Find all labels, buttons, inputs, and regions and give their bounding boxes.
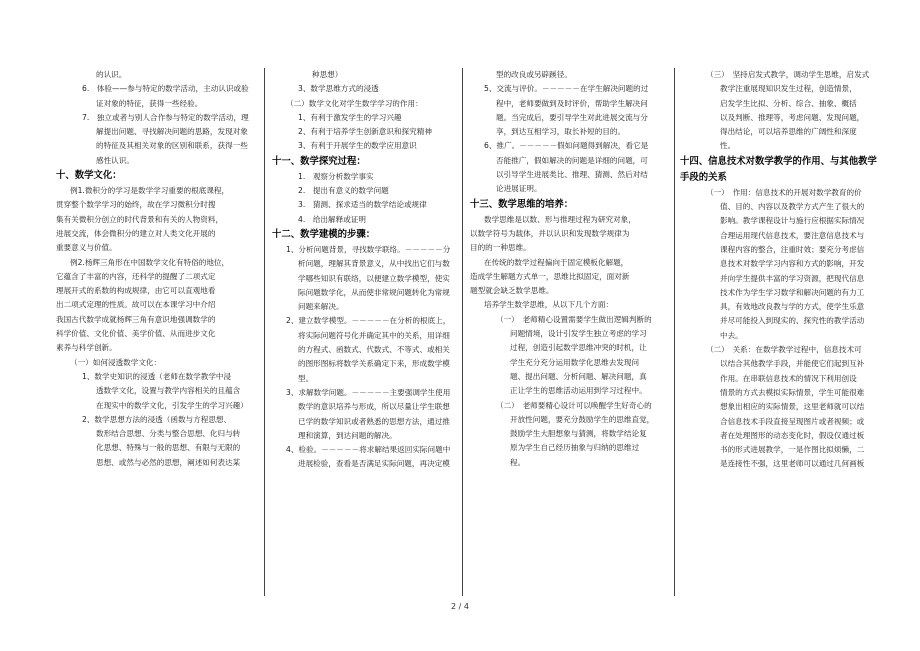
text-line: 4. 给出解释或证明	[298, 214, 366, 224]
text-line: 进展交流，体会微积分的建立对人类文化开展的	[56, 228, 216, 238]
text-line: 性。	[720, 141, 736, 151]
text-line: 在现实中的数学文化，引发学生的学习兴趣）	[96, 400, 248, 410]
text-line: 者在处理图形的动态变化时，假设仅通过板	[720, 430, 865, 440]
text-line: 的特征及其相关对象的区别和联系，获得一些	[96, 141, 248, 151]
text-line: 例1.微积分的学习是数学学习重要的根底课程，	[70, 186, 230, 196]
text-line: 析问题，理解其背景意义，从中找出它们与数	[298, 259, 450, 269]
text-line: 3、求解数学问题。－－－－－主要强调学生使用	[286, 387, 451, 397]
text-line: 证对象的特征，获得一些经验。	[96, 98, 203, 108]
text-line: 书的形式进展教学，一是作图比拟烦懒，二	[720, 445, 865, 455]
text-line: 的认识。	[96, 70, 127, 79]
text-line: 4、检验。－－－－－将求解结果返回实际问题中	[286, 445, 451, 455]
text-line: 集有关微积分创立的时代背景和有关的人物资料，	[56, 214, 224, 224]
text-line: 在传统的数学过程偏向于固定模板化解题，	[484, 257, 629, 267]
text-line: 2、数学思想方法的浸透（函数与方程思想、	[82, 414, 232, 424]
text-line: 7. 独立或者与别人合作参与特定的数学活动，理	[82, 112, 249, 122]
text-line: 型的改良或另辟蹊径。	[496, 70, 572, 79]
text-line: 化思想、特殊与一般的思想、有限与无限的	[96, 443, 241, 453]
column-divider-3	[674, 68, 675, 596]
section-heading: 十二、数学建模的步骤：	[272, 228, 376, 240]
text-line: 想象出相应的实际情景，这里老师就可以结	[720, 402, 865, 412]
text-line: （二）数学文化对学生数学学习的作用：	[286, 98, 423, 108]
text-line: 具，有效地改良教与学的方式，使学生乐意	[720, 302, 865, 312]
text-line: 是连接性不强，这里老师可以通过几何画板	[720, 459, 865, 469]
text-column-4	[680, 68, 882, 593]
text-line: （二） 关系：在数学教学过程中，信息技术可	[706, 345, 862, 355]
text-line: 2、建立数学模型。－－－－－在分析的根底上，	[286, 316, 451, 326]
text-line: 感性认识。	[96, 155, 134, 165]
text-line: 的图形图标将数学关系确定下来，形成数学模	[298, 359, 450, 369]
text-line: 合理运用现代信息技术，要注意信息技术与	[720, 230, 865, 240]
page-top-band	[0, 0, 920, 8]
text-line: 中去。	[720, 330, 743, 340]
text-line: 合信息技术手段直接呈现图片或者视频；或	[720, 416, 865, 426]
text-line: 作用。在串联信息技术的情况下利用创设	[720, 373, 857, 383]
text-line: 已学的数学知识或者熟悉的思想方法，通过推	[298, 416, 450, 426]
text-line: 问题来解决。	[298, 302, 344, 312]
text-line: 6、推广。－－－－－假如问题得到解决，看它是	[484, 141, 649, 151]
section-heading: 十三、数学思维的培养：	[470, 198, 574, 210]
text-line: 造成学生解题方式单一，思维比拟固定，面对新	[470, 271, 630, 281]
text-line: 数学思维是以数、形与推理过程为研究对象，	[484, 214, 636, 224]
text-line: 种思想）	[312, 70, 343, 79]
text-line: 正让学生的思维活动运用到学习过程中。	[510, 386, 647, 396]
text-line: 享，到达互相学习，取长补短的目的。	[496, 127, 626, 137]
text-line: 以结合其他教学手段，并能使它们起到互补	[720, 359, 865, 369]
text-line: 型。	[298, 373, 314, 383]
text-line: 并尽可能投入到现实的、探究性的教学活动	[720, 316, 865, 326]
text-line: 以及判断、推理等，考虑问题、发现问题，	[720, 112, 865, 122]
text-line: 6. 体验——参与特定的数学活动，主动认识或验	[82, 84, 249, 94]
section-heading: 十四、信息技术对数学教学的作用、与其他教学	[680, 155, 877, 167]
text-line: 2、有利于培养学生创新意识和探究精神	[298, 127, 432, 137]
text-line: 过程，创造引起数学思维冲突的时机，让	[510, 343, 647, 353]
text-column-3	[470, 68, 666, 593]
text-line: （一） 作用：信息技术的开展对数学教育的价	[706, 187, 862, 197]
text-line: 目的的一种思维。	[470, 243, 531, 253]
text-line: 开放性问题，要充分鼓励学生的思维直觉，	[510, 414, 655, 424]
text-line: （三） 坚持启发式教学，调动学生思维，启发式	[706, 70, 870, 79]
text-line: （一） 老师精心设置需要学生做出逻辑判断的	[496, 314, 652, 324]
text-line: 并向学生提供丰富的学习资源，把现代信息	[720, 273, 865, 283]
text-line: 科学价值、文化价值、美学价值、从而进步文化	[56, 329, 216, 339]
text-line: 数学的意识培养与形成，所以尽量让学生联想	[298, 402, 450, 412]
text-line: 学生充分充分运用数学化思维去发现问	[510, 357, 640, 367]
text-line: 例2.杨辉三角形在中国数学文化有特俗的地位，	[70, 257, 230, 267]
text-line: 理展开式的系数的构成规律，由它可以直观地看	[56, 286, 216, 296]
text-line: 理和演算，到达问题的解决。	[298, 430, 397, 440]
text-line: 题。当完成后，要引导学生对此进展交流与分	[496, 112, 648, 122]
text-column-2	[272, 68, 456, 593]
section-heading: 十一、数学探究过程：	[272, 155, 366, 167]
text-line: 2. 提出有意义的数学问题	[298, 186, 389, 196]
column-divider-2	[462, 68, 463, 596]
text-line: 1、数学史知识的浸透（老师在数学教学中浸	[82, 371, 232, 381]
text-line: 题、提出问题、分析问题、解决问题，真	[510, 371, 647, 381]
text-line: 的方程式、函数式、代数式、不等式、或相关	[298, 345, 450, 355]
text-line: 原为学生自己经历抽象与归纳的思维过	[510, 443, 640, 453]
text-line: 技术作为学生学习数学和解决问题的有力工	[720, 287, 865, 297]
text-line: 培养学生数学思维，从以下几个方面：	[484, 300, 614, 310]
text-line: 教学注重展现知识发生过程，创造情景，	[720, 84, 857, 94]
text-line: 程中，老师要做到及时评价，帮助学生解决问	[496, 98, 648, 108]
text-line: 我国古代数学成就杨辉三角有意识地强调数学的	[56, 314, 216, 324]
text-line: 1、分析问题背景，寻找数学联络。－－－－－分	[286, 244, 451, 254]
text-line: 5、交流与评价。－－－－－在学生解决问题的过	[484, 84, 649, 94]
text-line: 出二项式定理的性质。故可以在本课学习中介绍	[56, 300, 216, 310]
text-line: 透数学文化，设置与教学内容相关的且蕴含	[96, 386, 241, 396]
text-line: 重要意义与价值。	[56, 243, 117, 253]
text-line: 课程内容的整合，注重时效；要充分考虑信	[720, 244, 865, 254]
page-number: 2 / 4	[451, 602, 469, 611]
text-line: 鼓励学生大胆想象与猜测，将数学结论复	[510, 429, 647, 439]
section-heading: 手段的关系	[680, 171, 727, 183]
text-line: 1、有利于激发学生的学习兴趣	[298, 112, 402, 122]
text-line: 影响。教学课程设计与施行应根据实际情况	[720, 216, 865, 226]
text-line: 贯穿整个数学学习的始终，故在学习微积分时搜	[56, 200, 216, 210]
text-line: 数形结合思想、分类与整合思想、化归与转	[96, 429, 241, 439]
text-line: 1. 观察分析数学事实	[298, 171, 374, 181]
text-line: 值、目的、内容以及教学方式产生了很大的	[720, 202, 865, 212]
text-line: 思想、或然与必然的思想，阐述如何表达某	[96, 457, 241, 467]
text-line: 否能推广，假如解决的问题是详细的问题，可	[496, 155, 648, 165]
text-line: 问题情境，设计引发学生独立考虑的学习	[510, 329, 647, 339]
text-line: 它蕴含了丰富的内容，还科学的提醒了二项式定	[56, 271, 216, 281]
text-line: 素养与科学创新。	[56, 343, 117, 353]
text-line: 3、数学思维方式的浸透	[298, 84, 379, 94]
text-line: 解提出问题、寻找解决问题的思路，发现对象	[96, 127, 248, 137]
text-line: 情景的方式去模拟实际情景，学生可能很难	[720, 387, 865, 397]
text-column-1	[56, 68, 254, 593]
text-line: 学哪些知识有联络，以便建立数学模型，使实	[298, 273, 450, 283]
section-heading: 十、数学文化：	[56, 170, 122, 182]
text-line: 程。	[510, 457, 526, 467]
text-line: 息技术对数学学习内容和方式的影响，开发	[720, 259, 865, 269]
text-line: 论进展证明。	[496, 184, 542, 194]
column-divider-1	[264, 68, 265, 596]
text-line: 3、有利于开展学生的数学应用意识	[298, 141, 417, 151]
text-line: 题型就会缺乏数学思维。	[470, 286, 554, 296]
text-line: 以数学符号为载体，并以认识和发现数学规律为	[470, 228, 630, 238]
text-line: 际问题数学化，从而使非常规问题转化为常规	[298, 287, 450, 297]
text-line: （一）如何浸透数学文化：	[70, 357, 162, 367]
text-line: 启发学生比拟、分析、综合、抽象、概括	[720, 98, 857, 108]
text-line: 以引导学生进展类比、推理、猜测、然后对结	[496, 170, 648, 180]
text-line: 得出结论，可以培养思维的广阔性和深度	[720, 127, 857, 137]
text-line: 3. 猜测、探求适当的数学结论或规律	[298, 200, 427, 210]
text-line: 将实际问题符号化并确定其中的关系，用详细	[298, 330, 450, 340]
text-line: （二） 老师要精心设计可以唤醒学生好奇心的	[496, 400, 652, 410]
text-line: 进展检验，查看是否满足实际问题，再决定模	[298, 459, 450, 469]
